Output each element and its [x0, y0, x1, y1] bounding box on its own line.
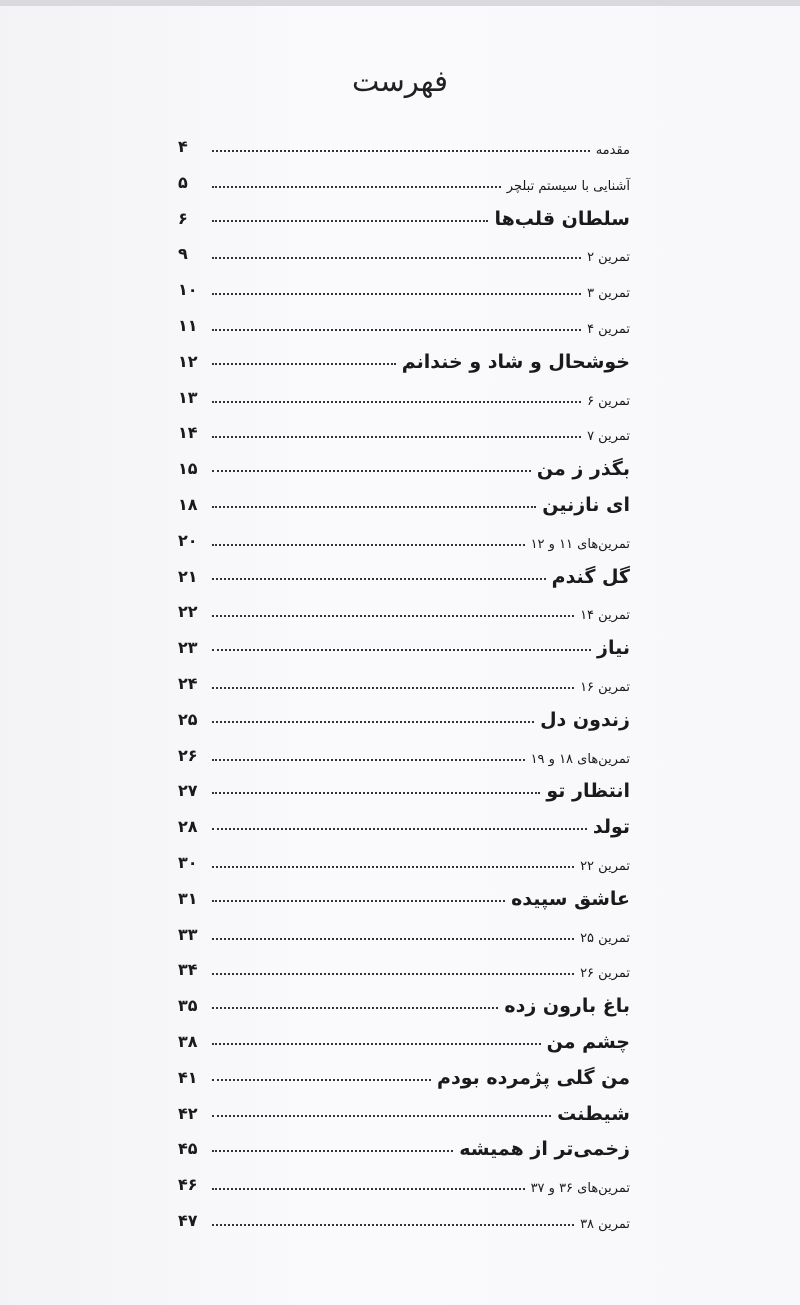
dot-leader [212, 323, 581, 331]
dot-leader [212, 357, 396, 365]
toc-entry-title: تمرین ۶ [587, 393, 630, 409]
toc-entry [178, 983, 630, 1017]
toc-entry-page-number: ۱۴ [178, 423, 198, 443]
dot-leader [212, 1037, 541, 1045]
toc-entry-page-number: ۱۸ [178, 495, 198, 514]
toc-entry [178, 303, 630, 337]
toc-entry [178, 375, 630, 409]
toc-entry-page-number: ۲۶ [178, 745, 198, 765]
toc-entry-page-number: ۴۱ [178, 1067, 198, 1087]
toc-entry-title: خوشحال و شاد و خندانم [401, 350, 630, 373]
toc-entry-title: تمرین ۱۶ [580, 680, 630, 695]
dot-leader [212, 786, 540, 794]
toc-entry-title: بگذر ز من [536, 458, 630, 481]
dot-leader [212, 1182, 525, 1190]
toc-entry-title: زخمی‌تر از همیشه [459, 1138, 630, 1161]
toc-entry [178, 1198, 630, 1232]
toc-entry-title: گل گندم [551, 565, 630, 588]
toc-entry-title: تمرین‌های ۳۶ و ۳۷ [530, 1181, 630, 1197]
dot-leader [212, 1073, 431, 1081]
toc-entry-title: آشنایی با سیستم تبلچر [506, 178, 630, 194]
toc-entry [178, 697, 630, 731]
dot-leader [212, 715, 534, 723]
dot-leader [212, 430, 581, 438]
dot-leader [212, 180, 501, 188]
toc-entry-title: تمرین‌های ۱۱ و ۱۲ [530, 536, 630, 552]
toc-entry [178, 768, 630, 802]
dot-leader [212, 500, 536, 508]
toc-entry [178, 1126, 630, 1160]
toc-entry-page-number: ۱۳ [178, 387, 198, 407]
toc-entry-title: تمرین ۲ [587, 250, 630, 266]
toc-entry [178, 124, 630, 158]
page-title: فهرست [351, 64, 448, 98]
toc-entry-page-number: ۲۴ [178, 674, 198, 693]
toc-entry-page-number: ۱۲ [178, 351, 198, 371]
toc-entry [178, 196, 630, 230]
dot-leader [212, 1144, 453, 1152]
dot-leader [212, 464, 531, 472]
toc-entry [178, 733, 630, 767]
toc-entry-title: چشم من [546, 1031, 630, 1053]
dot-leader [212, 822, 587, 830]
toc-entry-page-number: ۳۵ [178, 996, 198, 1016]
dot-leader [212, 643, 591, 651]
toc-entry-title: تمرین ۲۵ [580, 930, 630, 946]
dot-leader [212, 538, 525, 546]
dot-leader [212, 1001, 498, 1009]
toc-entry [178, 840, 630, 874]
toc-entry-title: انتظار تو [546, 780, 630, 803]
toc-entry-title: نیاز [597, 637, 630, 660]
toc-entry-page-number: ۳۱ [178, 888, 198, 908]
toc-entry-title: شیطنت [557, 1102, 630, 1125]
toc-entry [178, 589, 630, 623]
dot-leader [212, 1218, 574, 1226]
toc-entry-title: باغ بارون زده [504, 995, 630, 1018]
toc-entry-page-number: ۶ [178, 208, 188, 228]
toc-entry [178, 160, 630, 194]
toc-entry [178, 1019, 630, 1053]
dot-leader [212, 609, 574, 617]
toc-entry-page-number: ۴۵ [178, 1139, 198, 1159]
toc-entry [178, 1162, 630, 1196]
toc-entry-page-number: ۲۳ [178, 638, 198, 658]
dot-leader [212, 894, 505, 902]
toc-entry [178, 1091, 630, 1125]
toc-entry-page-number: ۲۵ [178, 709, 198, 729]
toc-entry-page-number: ۳۳ [178, 924, 198, 944]
toc-entry-title: مقدمه [595, 143, 630, 158]
toc-entry-page-number: ۲۰ [178, 530, 198, 550]
toc-entry-page-number: ۱۰ [178, 280, 198, 300]
dot-leader [212, 214, 488, 222]
toc-entry-title: تمرین ۲۲ [580, 859, 630, 874]
toc-entry [178, 912, 630, 946]
dot-leader [212, 395, 581, 403]
dot-leader [212, 251, 581, 259]
toc-entry-page-number: ۵ [178, 172, 188, 192]
toc-entry-title: تمرین ۲۶ [580, 966, 630, 982]
toc-entry-title: عاشق سپیده [511, 887, 630, 910]
dot-leader [212, 860, 574, 868]
dot-leader [212, 287, 581, 295]
toc-entry [178, 482, 630, 516]
toc-entry [178, 947, 630, 981]
toc-entry-title: تمرین ۳ [587, 286, 630, 302]
toc-entry [178, 876, 630, 910]
toc-entry-page-number: ۲۸ [178, 817, 198, 837]
toc-entry-title: تمرین ۴ [587, 322, 630, 337]
toc-entry [178, 267, 630, 301]
toc-entry [178, 446, 630, 480]
toc-entry [178, 518, 630, 552]
toc-entry-title: تمرین ۱۴ [580, 608, 630, 624]
toc-entry-page-number: ۳۸ [178, 1032, 198, 1051]
toc-entry-title: تمرین ۳۸ [580, 1217, 630, 1232]
toc-entry [178, 339, 630, 373]
toc-entry-page-number: ۴۲ [178, 1103, 198, 1123]
toc-entry-title: ای نازنین [542, 494, 630, 516]
toc-entry-page-number: ۴ [178, 137, 188, 156]
toc-entry-page-number: ۲۱ [178, 566, 198, 586]
toc-entry-page-number: ۲۲ [178, 602, 198, 622]
toc-entry-title: سلطان قلب‌ها [494, 207, 630, 230]
dot-leader [212, 144, 590, 152]
toc-entry-page-number: ۹ [178, 244, 188, 264]
toc-entry-title: من گلی پژمرده بودم [437, 1066, 630, 1089]
toc-entry [178, 231, 630, 265]
toc-entry [178, 661, 630, 695]
toc-entry-page-number: ۳۰ [178, 853, 198, 872]
dot-leader [212, 572, 546, 580]
toc-entry-page-number: ۴۷ [178, 1211, 198, 1230]
toc-entry-title: تولد [592, 816, 630, 839]
toc-entry [178, 1055, 630, 1089]
dot-leader [212, 967, 574, 975]
toc-entry [178, 554, 630, 588]
toc-entry-title: تمرین‌های ۱۸ و ۱۹ [530, 751, 630, 767]
dot-leader [212, 753, 525, 761]
dot-leader [212, 1109, 551, 1117]
toc-entry [178, 410, 630, 444]
toc-entry-page-number: ۳۴ [178, 960, 198, 980]
toc-entry-page-number: ۲۷ [178, 781, 198, 801]
toc-entry [178, 625, 630, 659]
toc-entry-page-number: ۱۱ [178, 316, 198, 335]
toc-entry-title: تمرین ۷ [587, 429, 630, 445]
toc-entry-title: زندون دل [540, 708, 630, 731]
dot-leader [212, 932, 574, 940]
toc-entry-page-number: ۴۶ [178, 1175, 198, 1195]
toc-entry-page-number: ۱۵ [178, 459, 198, 479]
toc-entry [178, 804, 630, 838]
dot-leader [212, 681, 574, 689]
